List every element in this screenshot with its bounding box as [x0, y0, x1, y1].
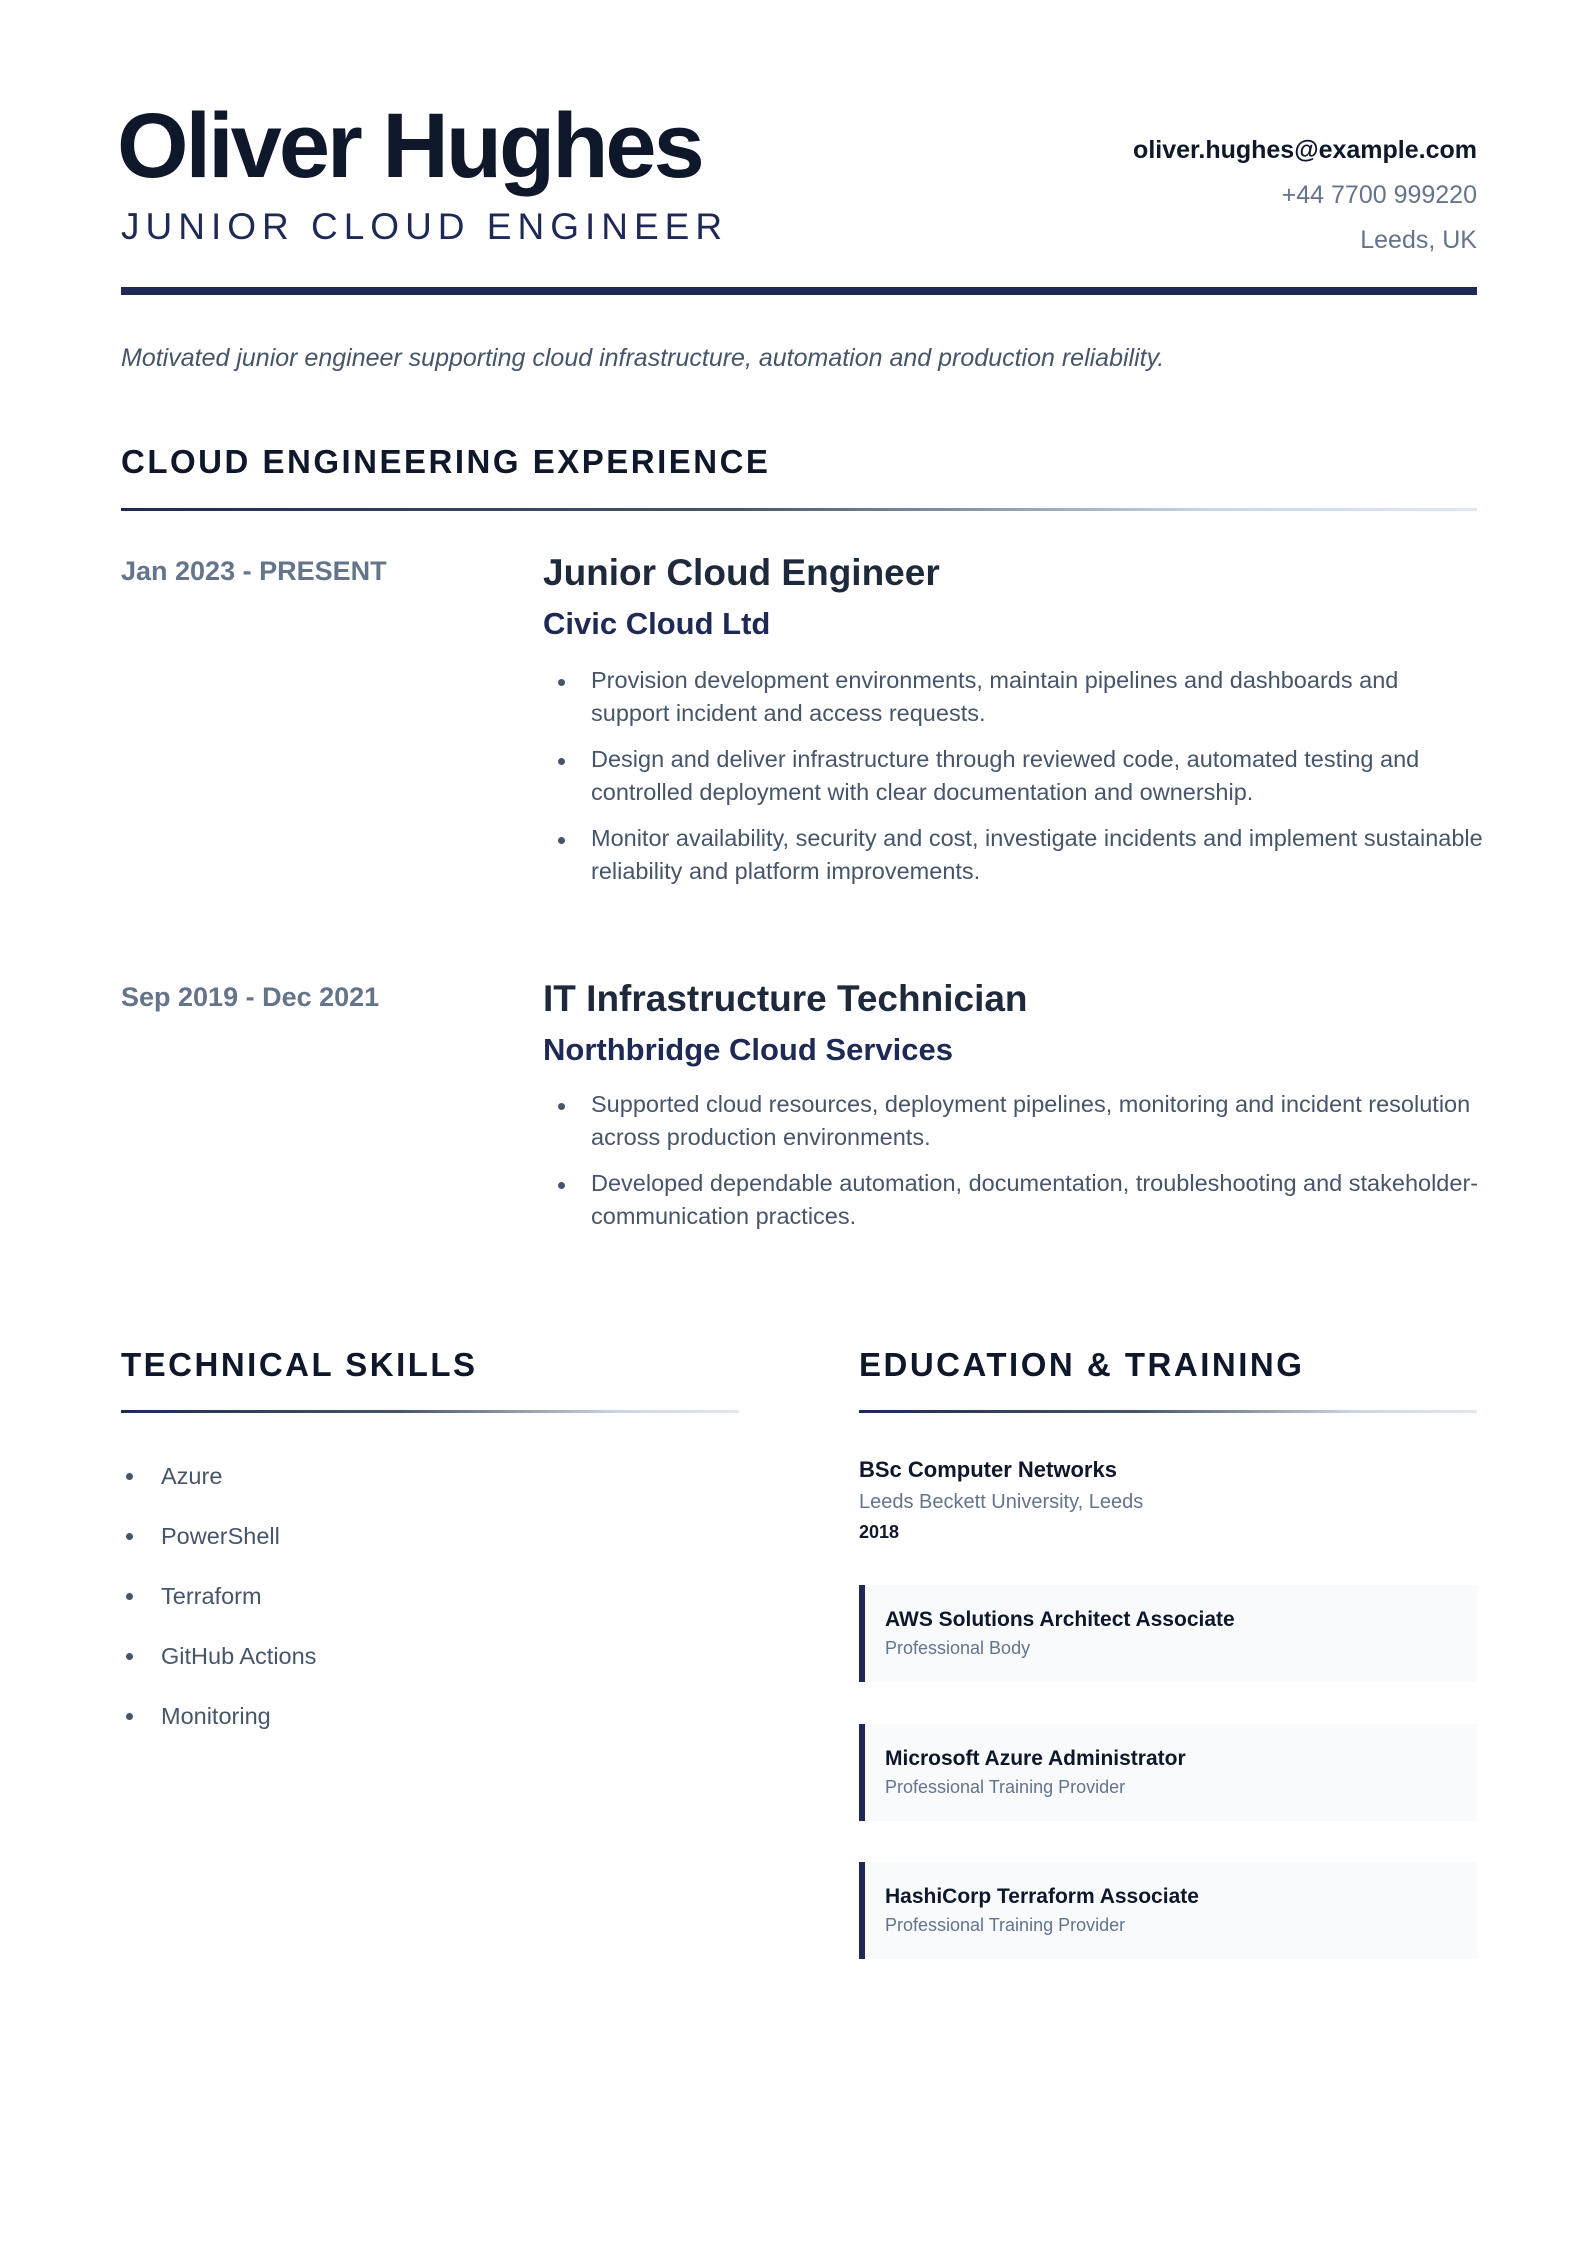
certification-issuer: Professional Training Provider — [885, 1777, 1126, 1797]
bullet-dot-icon — [126, 1653, 133, 1660]
certification-card — [859, 1724, 1477, 1821]
bullet-dot-icon — [126, 1533, 133, 1540]
bullet-dot-icon — [558, 679, 565, 686]
skill-item — [121, 1456, 316, 1516]
job-title: Junior Cloud Engineer — [543, 552, 940, 593]
job-dates: Sep 2019 - Dec 2021 — [121, 982, 380, 1012]
job-company: Civic Cloud Ltd — [543, 606, 771, 641]
skills-heading: TECHNICAL SKILLS — [121, 1346, 478, 1383]
contact-block — [1133, 128, 1477, 263]
job-bullet — [543, 1088, 1483, 1154]
certification-card — [859, 1585, 1477, 1682]
education-degree: BSc Computer Networks — [859, 1457, 1117, 1482]
skills-list — [121, 1456, 316, 1756]
education-divider — [859, 1410, 1477, 1413]
candidate-title: JUNIOR CLOUD ENGINEER — [121, 206, 729, 247]
skill-label: Azure — [161, 1463, 223, 1489]
resume-page — [117, 0, 1483, 2246]
candidate-name: Oliver Hughes — [117, 95, 702, 197]
job-bullet — [543, 1167, 1483, 1233]
skill-label: PowerShell — [161, 1523, 280, 1549]
job-bullet — [543, 743, 1483, 809]
skill-item — [121, 1576, 316, 1636]
skill-item — [121, 1636, 316, 1696]
bullet-dot-icon — [126, 1713, 133, 1720]
job-bullet-list — [543, 1088, 1483, 1246]
education-year: 2018 — [859, 1522, 900, 1542]
skill-label: Monitoring — [161, 1703, 271, 1729]
bullet-dot-icon — [558, 758, 565, 765]
bullet-dot-icon — [558, 1182, 565, 1189]
resume-header — [117, 95, 1477, 296]
certification-name: AWS Solutions Architect Associate — [885, 1608, 1235, 1631]
bullet-dot-icon — [126, 1593, 133, 1600]
skills-divider — [121, 1410, 739, 1413]
job-bullet-text: Design and deliver infrastructure through reviewed code, automated testing and controlled deployment with clear documentation and ownership. — [591, 746, 1420, 805]
bullet-dot-icon — [558, 837, 565, 844]
education-entry — [859, 1454, 1477, 1546]
certification-name: Microsoft Azure Administrator — [885, 1747, 1186, 1770]
job-bullet-list — [543, 664, 1483, 901]
job-bullet-text: Supported cloud resources, deployment pipelines, monitoring and incident resolution across production environments. — [591, 1091, 1471, 1150]
contact-email[interactable]: oliver.hughes@example.com — [1133, 136, 1477, 164]
contact-location: Leeds, UK — [1360, 226, 1477, 254]
job-title: IT Infrastructure Technician — [543, 978, 1028, 1019]
education-school: Leeds Beckett University, Leeds — [859, 1491, 1144, 1513]
experience-divider — [121, 508, 1477, 511]
certification-issuer: Professional Training Provider — [885, 1915, 1126, 1935]
certification-name: HashiCorp Terraform Associate — [885, 1885, 1199, 1908]
header-divider — [121, 287, 1477, 295]
certification-issuer: Professional Body — [885, 1638, 1031, 1658]
job-bullet-text: Provision development environments, maintain pipelines and dashboards and support incident and access requests. — [591, 667, 1399, 726]
job-bullet — [543, 822, 1483, 888]
skill-label: Terraform — [161, 1583, 262, 1609]
skill-item — [121, 1516, 316, 1576]
job-bullet-text: Developed dependable automation, documentation, troubleshooting and stakeholder-communication practices. — [591, 1170, 1479, 1229]
bullet-dot-icon — [126, 1473, 133, 1480]
profile-summary: Motivated junior engineer supporting cloud infrastructure, automation and production reliability. — [121, 344, 1165, 372]
certification-card — [859, 1862, 1477, 1959]
job-company: Northbridge Cloud Services — [543, 1032, 953, 1067]
job-dates: Jan 2023 - PRESENT — [121, 556, 387, 586]
education-heading: EDUCATION & TRAINING — [859, 1346, 1305, 1383]
skill-item — [121, 1696, 316, 1756]
job-bullet — [543, 664, 1483, 730]
bullet-dot-icon — [558, 1103, 565, 1110]
skill-label: GitHub Actions — [161, 1643, 317, 1669]
contact-phone: +44 7700 999220 — [1281, 181, 1477, 209]
job-bullet-text: Monitor availability, security and cost, investigate incidents and implement sustainable reliability and platform improvements. — [591, 825, 1483, 884]
experience-heading: CLOUD ENGINEERING EXPERIENCE — [121, 443, 771, 480]
